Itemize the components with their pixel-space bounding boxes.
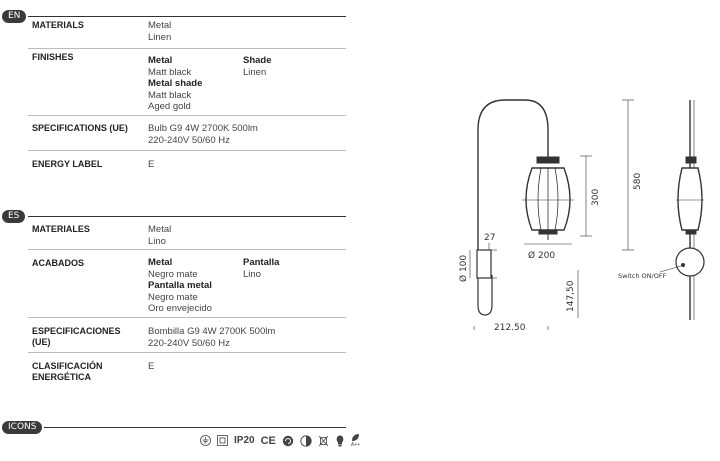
certification-icons bbox=[200, 433, 360, 448]
ce-icon: CE bbox=[260, 434, 276, 447]
acabados-col1: Metal Negro mate Pantalla metal Negro mate Oro envejecido bbox=[148, 257, 212, 314]
dimmable-icon bbox=[300, 435, 312, 447]
materials-values: Metal Linen bbox=[148, 20, 172, 43]
energy-class-icon: A++ bbox=[351, 433, 360, 448]
weee-icon bbox=[318, 435, 329, 447]
row-clasificacion bbox=[28, 353, 346, 387]
dim-147: 147,50 bbox=[566, 280, 576, 312]
icons-tag: ICONS bbox=[2, 421, 42, 434]
ip-rating: IP20 bbox=[234, 434, 255, 446]
row-label: MATERIALS bbox=[32, 20, 84, 30]
dim-580: 580 bbox=[633, 172, 643, 190]
recycle-icon bbox=[282, 435, 294, 447]
switch-label: Switch ON/OFF bbox=[618, 272, 667, 280]
especificaciones-values: Bombilla G9 4W 2700K 500lm 220-240V 50/60 Hz bbox=[148, 326, 276, 349]
dim-212: 212,50 bbox=[494, 323, 526, 330]
row-energy bbox=[28, 151, 346, 181]
row-finishes bbox=[28, 49, 346, 116]
row-materiales bbox=[28, 217, 346, 250]
row-specifications bbox=[28, 116, 346, 151]
finishes-col1: Metal Matt black Metal shade Matt black Aged gold bbox=[148, 55, 203, 112]
dim-100: Ø 100 bbox=[459, 254, 469, 282]
row-acabados bbox=[28, 250, 346, 318]
row-especificaciones bbox=[28, 318, 346, 353]
row-label: SPECIFICATIONS (UE) bbox=[32, 123, 128, 133]
specs-values: Bulb G9 4W 2700K 500lm 220-240V 50/60 Hz bbox=[148, 123, 258, 146]
wall-plate bbox=[477, 250, 491, 278]
lamp-shade bbox=[522, 157, 574, 240]
row-label: FINISHES bbox=[32, 52, 74, 62]
dim-200: Ø 200 bbox=[528, 251, 556, 261]
divider bbox=[44, 427, 346, 428]
lang-tag-en: EN bbox=[2, 10, 26, 23]
row-materials bbox=[28, 17, 346, 49]
clasificacion-value: E bbox=[148, 361, 155, 372]
row-label: ENERGY LABEL bbox=[32, 159, 103, 169]
energy-value: E bbox=[148, 159, 155, 170]
row-label: MATERIALES bbox=[32, 224, 90, 234]
lang-tag-es: ES bbox=[2, 210, 25, 223]
row-label: ESPECIFICACIONES (UE) bbox=[32, 326, 121, 347]
finishes-col2: Shade Linen bbox=[243, 55, 272, 78]
technical-drawing bbox=[440, 90, 710, 330]
double-insulation-icon bbox=[217, 435, 228, 446]
bulb-icon bbox=[335, 435, 345, 447]
row-label: ACABADOS bbox=[32, 258, 85, 268]
row-label: CLASIFICACIÓN ENERGÉTICA bbox=[32, 361, 103, 382]
acabados-col2: Pantalla Lino bbox=[243, 257, 280, 280]
dim-27: 27 bbox=[484, 233, 496, 243]
materiales-values: Metal Lino bbox=[148, 224, 172, 247]
earth-icon bbox=[200, 435, 211, 446]
dim-300: 300 bbox=[591, 188, 601, 206]
leaf-icon bbox=[351, 433, 360, 442]
side-view bbox=[660, 100, 704, 320]
